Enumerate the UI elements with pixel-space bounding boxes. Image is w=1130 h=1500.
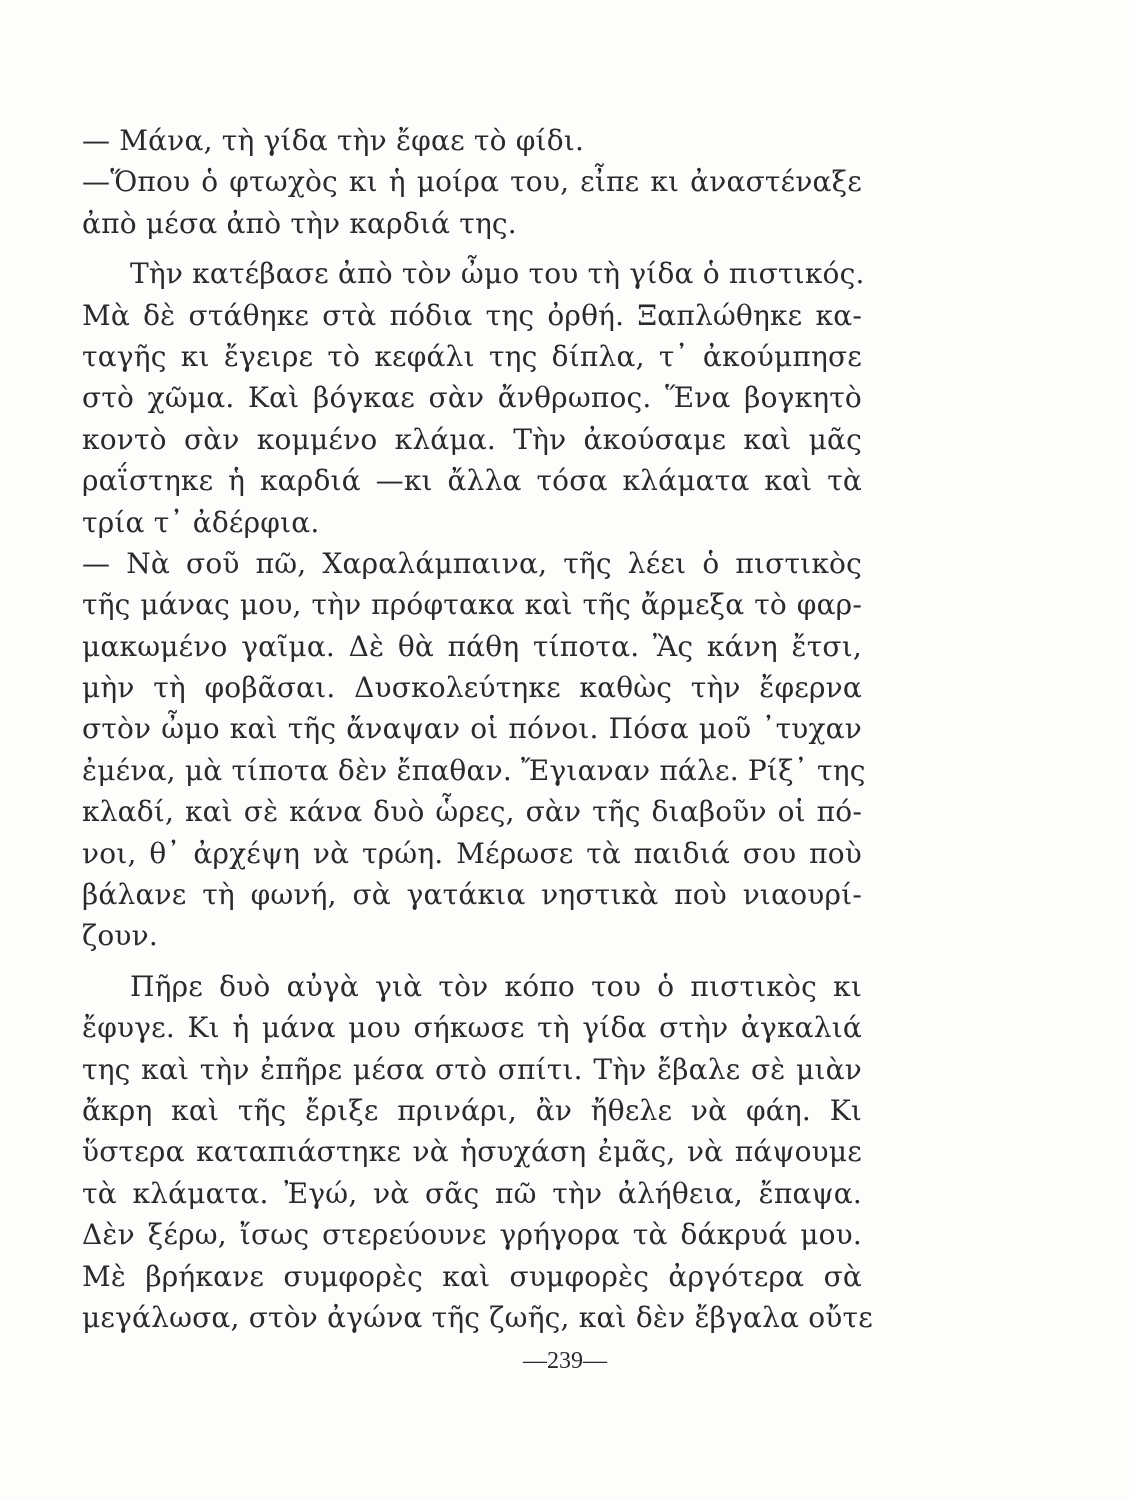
text-line: Δὲν ξέρω, ἴσως στερεύουνε γρήγορα τὰ δάκρυά μου.: [82, 1218, 862, 1252]
text-line: της καὶ τὴν ἐπῆρε μέσα στὸ σπίτι. Τὴν ἔβαλε σὲ μιὰν: [82, 1052, 862, 1086]
text-line: ἔφυγε. Κι ἡ μάνα μου σήκωσε τὴ γίδα στὴν ἀγκαλιά: [82, 1011, 862, 1045]
text-line: τρία τ᾽ ἀδέρφια.: [82, 505, 320, 539]
text-line: νοι, θ᾽ ἀρχέψη νὰ τρώη. Μέρωσε τὰ παιδιά σου ποὺ: [82, 836, 862, 870]
text-line: τῆς μάνας μου, τὴν πρόφτακα καὶ τῆς ἄρμεξα τὸ φαρ-: [82, 588, 862, 622]
text-line: κοντὸ σὰν κομμένο κλάμα. Τὴν ἀκούσαμε καὶ μᾶς: [82, 422, 862, 456]
text-line: Μὰ δὲ στάθηκε στὰ πόδια της ὀρθή. Ξαπλώθηκε κα-: [82, 298, 862, 332]
page-number: —239—: [523, 1348, 607, 1374]
text-line: Τὴν κατέβασε ἀπὸ τὸν ὦμο του τὴ γίδα ὁ πιστικός.: [130, 257, 865, 291]
text-line: Πῆρε δυὸ αὐγὰ γιὰ τὸν κόπο του ὁ πιστικὸς κι: [130, 969, 862, 1003]
text-line: βάλανε τὴ φωνή, σὰ γατάκια νηστικὰ ποὺ νιαουρί-: [82, 878, 862, 912]
text-line: τὰ κλάματα. Ἐγώ, νὰ σᾶς πῶ τὴν ἀλήθεια, ἔπαψα.: [82, 1176, 862, 1210]
text-line: στὸ χῶμα. Καὶ βόγκαε σὰν ἄνθρωπος. Ἕνα βογκητὸ: [82, 381, 862, 415]
text-line: μὴν τὴ φοβᾶσαι. Δυσκολεύτηκε καθὼς τὴν ἔφερνα: [82, 671, 862, 705]
text-line: ἀπὸ μέσα ἀπὸ τὴν καρδιά της.: [82, 206, 517, 240]
text-line: ἄκρη καὶ τῆς ἔριξε πρινάρι, ἂν ἤθελε νὰ φάη. Κι: [82, 1093, 862, 1127]
text-line: ταγῆς κι ἔγειρε τὸ κεφάλι της δίπλα, τ᾽ ἀκούμπησε: [82, 339, 862, 373]
text-line: μεγάλωσα, στὸν ἀγώνα τῆς ζωῆς, καὶ δὲν ἔβγαλα οὔτε: [82, 1300, 873, 1334]
text-line: μακωμένο γαῖμα. Δὲ θὰ πάθη τίποτα. Ἂς κάνη ἔτσι,: [82, 629, 862, 663]
text-line: ζουν.: [82, 919, 158, 953]
text-line: στὸν ὦμο καὶ τῆς ἄναψαν οἱ πόνοι. Πόσα μοῦ ᾿τυχαν: [82, 712, 862, 746]
page-body-text: [82, 120, 873, 1338]
text-line: —Ὅπου ὁ φτωχὸς κι ἡ μοίρα του, εἶπε κι ἀναστέναξε: [82, 165, 862, 199]
text-line: ἐμένα, μὰ τίποτα δὲν ἔπαθαν. Ἔγιαναν πάλε. Ρίξ᾽ της: [82, 753, 866, 787]
text-line: κλαδί, καὶ σὲ κάνα δυὸ ὧρες, σὰν τῆς διαβοῦν οἱ πό-: [82, 795, 862, 829]
text-line: — Μάνα, τὴ γίδα τὴν ἔφαε τὸ φίδι.: [82, 124, 585, 157]
text-line: ραΐστηκε ἡ καρδιά —κι ἄλλα τόσα κλάματα καὶ τὰ: [82, 464, 862, 498]
text-line: Μὲ βρήκανε συμφορὲς καὶ συμφορὲς ἀργότερα σὰ: [82, 1259, 862, 1293]
text-line: — Νὰ σοῦ πῶ, Χαραλάμπαινα, τῆς λέει ὁ πιστικὸς: [82, 546, 862, 580]
text-line: ὕστερα καταπιάστηκε νὰ ἡσυχάση ἐμᾶς, νὰ πάψουμε: [82, 1135, 862, 1169]
